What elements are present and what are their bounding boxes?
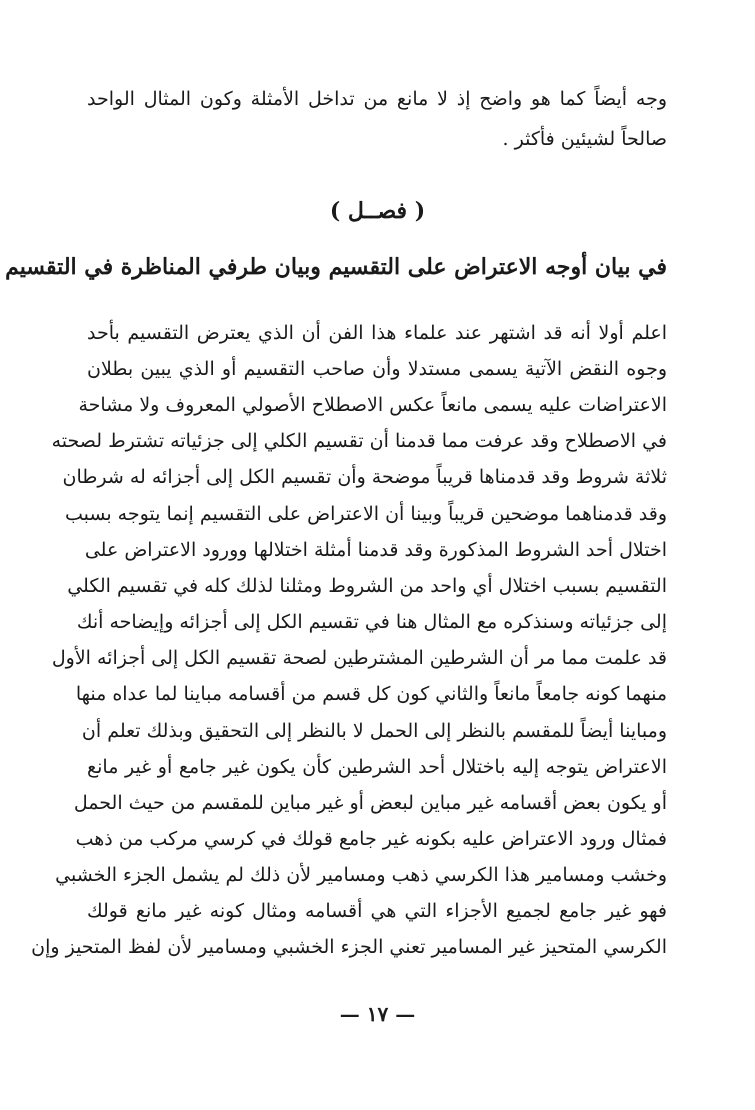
body-line-5: ثلاثة شروط وقد قدمناها قريباً موضحة وأن تقسيم الكل إلى أجزائه له شرطان [62,466,667,488]
body-line-7: اختلال أحد الشروط المذكورة وقد قدمنا أمثلة اختلالها وورود الاعتراض على [84,539,667,561]
section-subtitle: في بيان أوجه الاعتراض على التقسيم وبيان طرفي المناظرة في التقسيم [5,254,667,280]
body-line-11: منهما كونه جامعاً مانعاً والثاني كون كل قسم من أقسامه مباينا لما عداه منها [75,683,667,705]
body-line-1: اعلم أولا أنه قد اشتهر عند علماء هذا الفن أن الذي يعترض التقسيم بأحد [87,322,667,344]
body-line-2: وجوه النقض الآتية يسمى مستدلا وأن صاحب التقسيم أو الذي يبين بطلان [87,358,667,380]
body-line-9: إلى جزئياته وسنذكره مع المثال هنا في تقسيم الكل إلى أجزائه وإيضاحه أنك [76,611,667,633]
body-line-17: فهو غير جامع لجميع الأجزاء التي هي أقسامه ومثال كونه غير مانع قولك [87,900,667,922]
body-line-12: ومباينا أيضاً للمقسم بالنظر إلى الحمل لا بالنظر إلى التحقيق وبذلك تعلم أن [81,720,667,742]
body-line-6: وقد قدمناهما موضحين قريباً وبينا أن الاعتراض على التقسيم إنما يتوجه بسبب [65,503,667,525]
body-line-3: الاعتراضات عليه يسمى مانعاً عكس الاصطلاح الأصولي المعروف ولا مشاحة [78,394,667,416]
body-line-10: قد علمت مما مر أن الشرطين المشترطين لصحة تقسيم الكل إلى أجزائه الأول [51,647,667,669]
body-line-14: أو يكون بعض أقسامه غير مباين لبعض أو غير مباين للمقسم من حيث الحمل [73,792,667,814]
body-line-13: الاعتراض يتوجه إليه باختلال أحد الشرطين كأن يكون غير جامع أو غير مانع [87,756,667,778]
body-line-4: في الاصطلاح وقد عرفت مما قدمنا أن تقسيم الكلي إلى جزئياته تشترط لصحته [51,430,667,452]
body-line-8: التقسيم بسبب اختلال أي واحد من الشروط ومثلنا لذلك كله في تقسيم الكلي [67,575,667,597]
body-line-15: فمثال ورود الاعتراض عليه بكونه غير جامع قولك في كرسي مركب من ذهب [75,828,667,850]
page-number: — ١٧ — [339,1002,416,1026]
section-heading: ( فصــل ) [329,198,426,224]
top-text-line-1: وجه أيضاً كما هو واضح إذ لا مانع من تداخل الأمثلة وكون المثال الواحد [87,88,667,110]
body-line-16: وخشب ومسامير هذا الكرسي ذهب ومسامير لأن ذلك لم يشمل الجزء الخشبي [55,864,667,886]
top-text-line-2: صالحاً لشيئين فأكثر . [502,128,667,150]
body-line-18: الكرسي المتحيز غير المسامير تعني الجزء الخشبي ومسامير لأن لفظ المتحيز وإن [31,936,667,958]
